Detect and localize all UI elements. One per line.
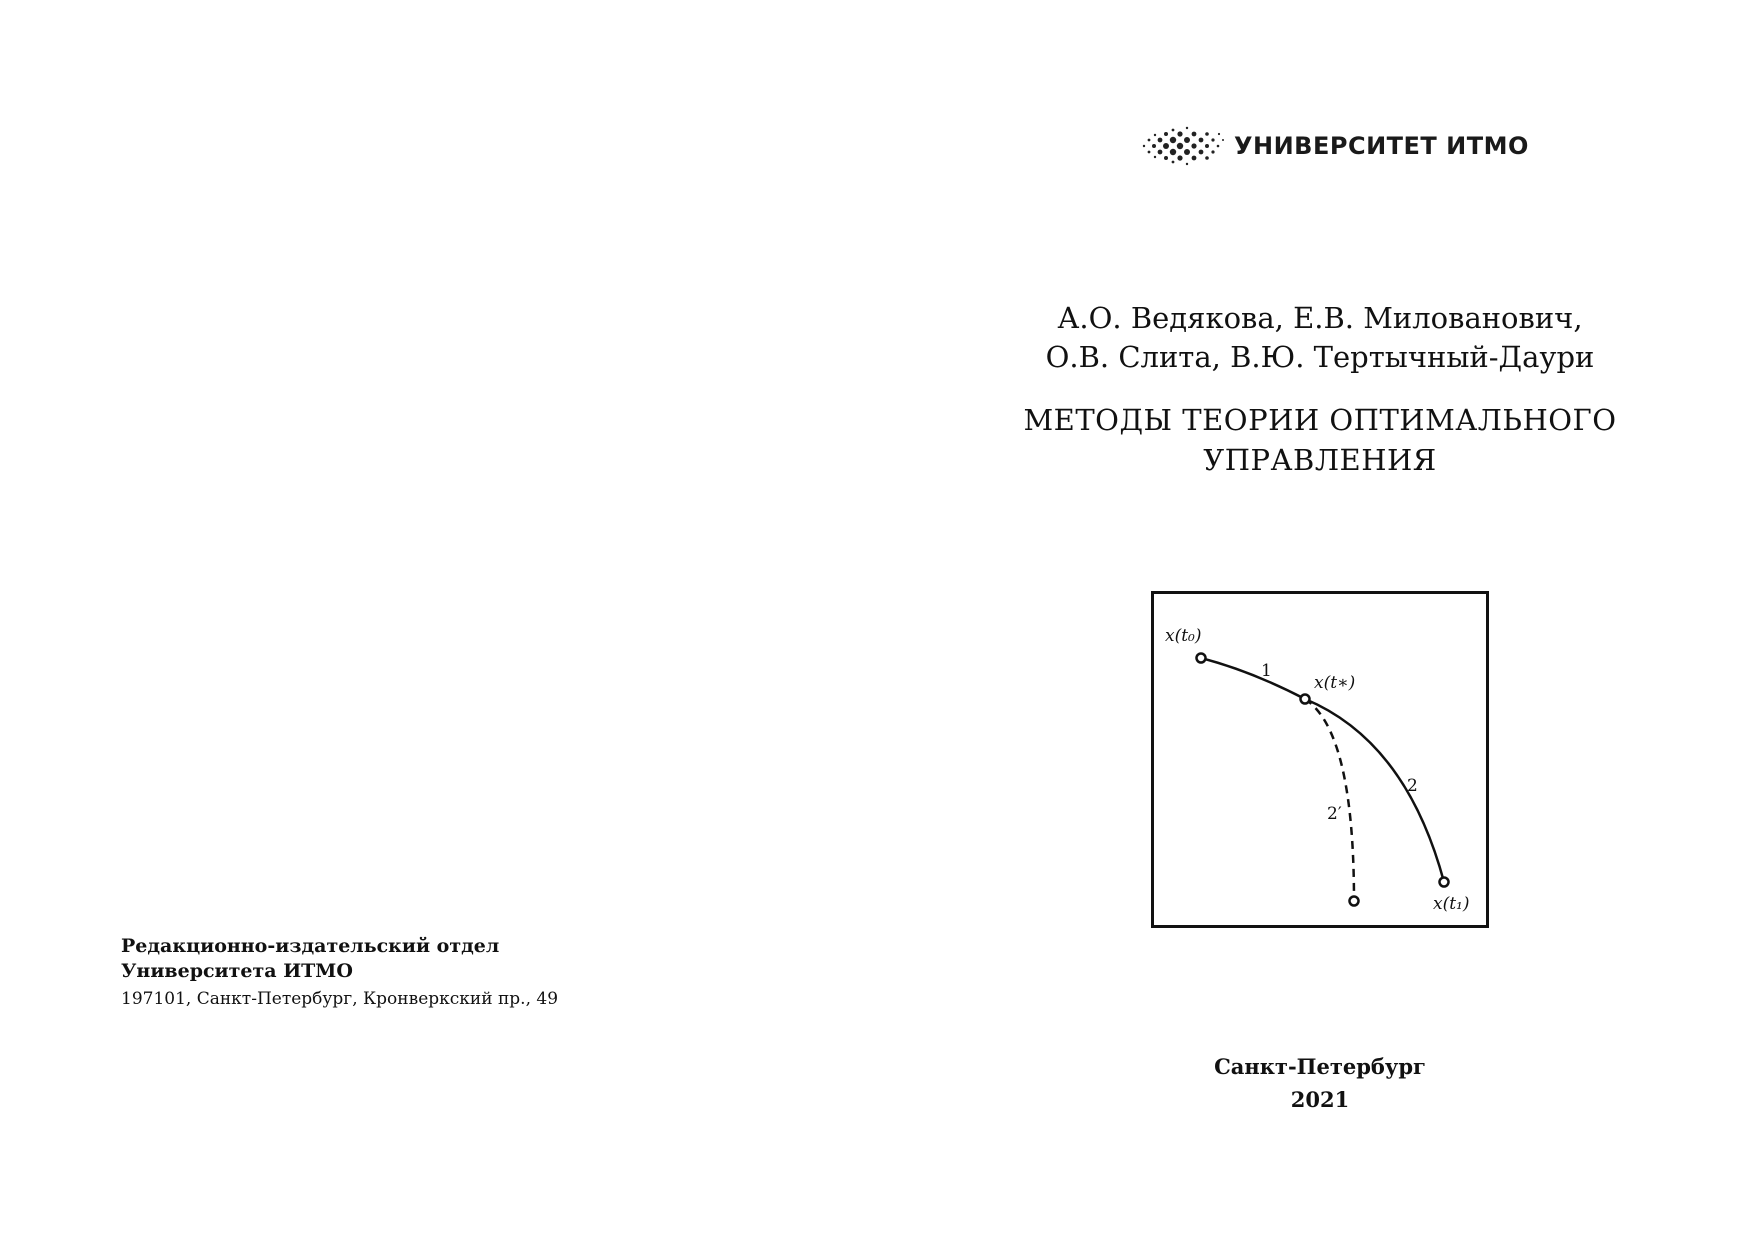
label-x-t1: x(t₁) [1433,894,1470,914]
label-segment-2-prime: 2′ [1327,804,1342,824]
trajectory-segment-2 [1305,699,1444,882]
itmo-dots-logo-icon [1140,124,1226,168]
label-segment-1: 1 [1261,661,1272,681]
trajectory-diagram [1151,591,1489,928]
point-end-2-prime [1350,897,1359,906]
point-x-tstar [1301,695,1310,704]
figure-frame [1153,593,1488,927]
publisher-address: 197101, Санкт-Петербург, Кронверкский пр., 49 [121,989,559,1009]
label-x-t0: x(t₀) [1165,626,1202,646]
publisher-name-line-2: Университета ИТМО [121,960,353,982]
cover-figure [1151,591,1489,928]
label-x-tstar: x(t∗) [1314,673,1356,693]
trajectory-segment-1 [1201,658,1305,699]
publication-year: 2021 [1290,1087,1350,1112]
authors-line-2: О.В. Слита, В.Ю. Тертычный-Даури [1045,340,1595,374]
book-title-line-2: УПРАВЛЕНИЯ [1203,443,1437,477]
point-x-t0 [1197,654,1206,663]
authors-line-1: А.О. Ведякова, Е.В. Милованович, [1057,301,1583,335]
trajectory-segment-2-prime [1305,699,1354,901]
publisher-block [121,934,721,1011]
logo-text: УНИВЕРСИТЕТ ИТМО [1234,132,1529,160]
book-title-line-1: МЕТОДЫ ТЕОРИИ ОПТИМАЛЬНОГО [1023,403,1617,437]
publication-city: Санкт-Петербург [1214,1054,1426,1079]
itmo-logo [1140,124,1529,168]
point-x-t1 [1440,878,1449,887]
publisher-name-line-1: Редакционно-издательский отдел [121,935,500,957]
label-segment-2: 2 [1407,776,1418,796]
